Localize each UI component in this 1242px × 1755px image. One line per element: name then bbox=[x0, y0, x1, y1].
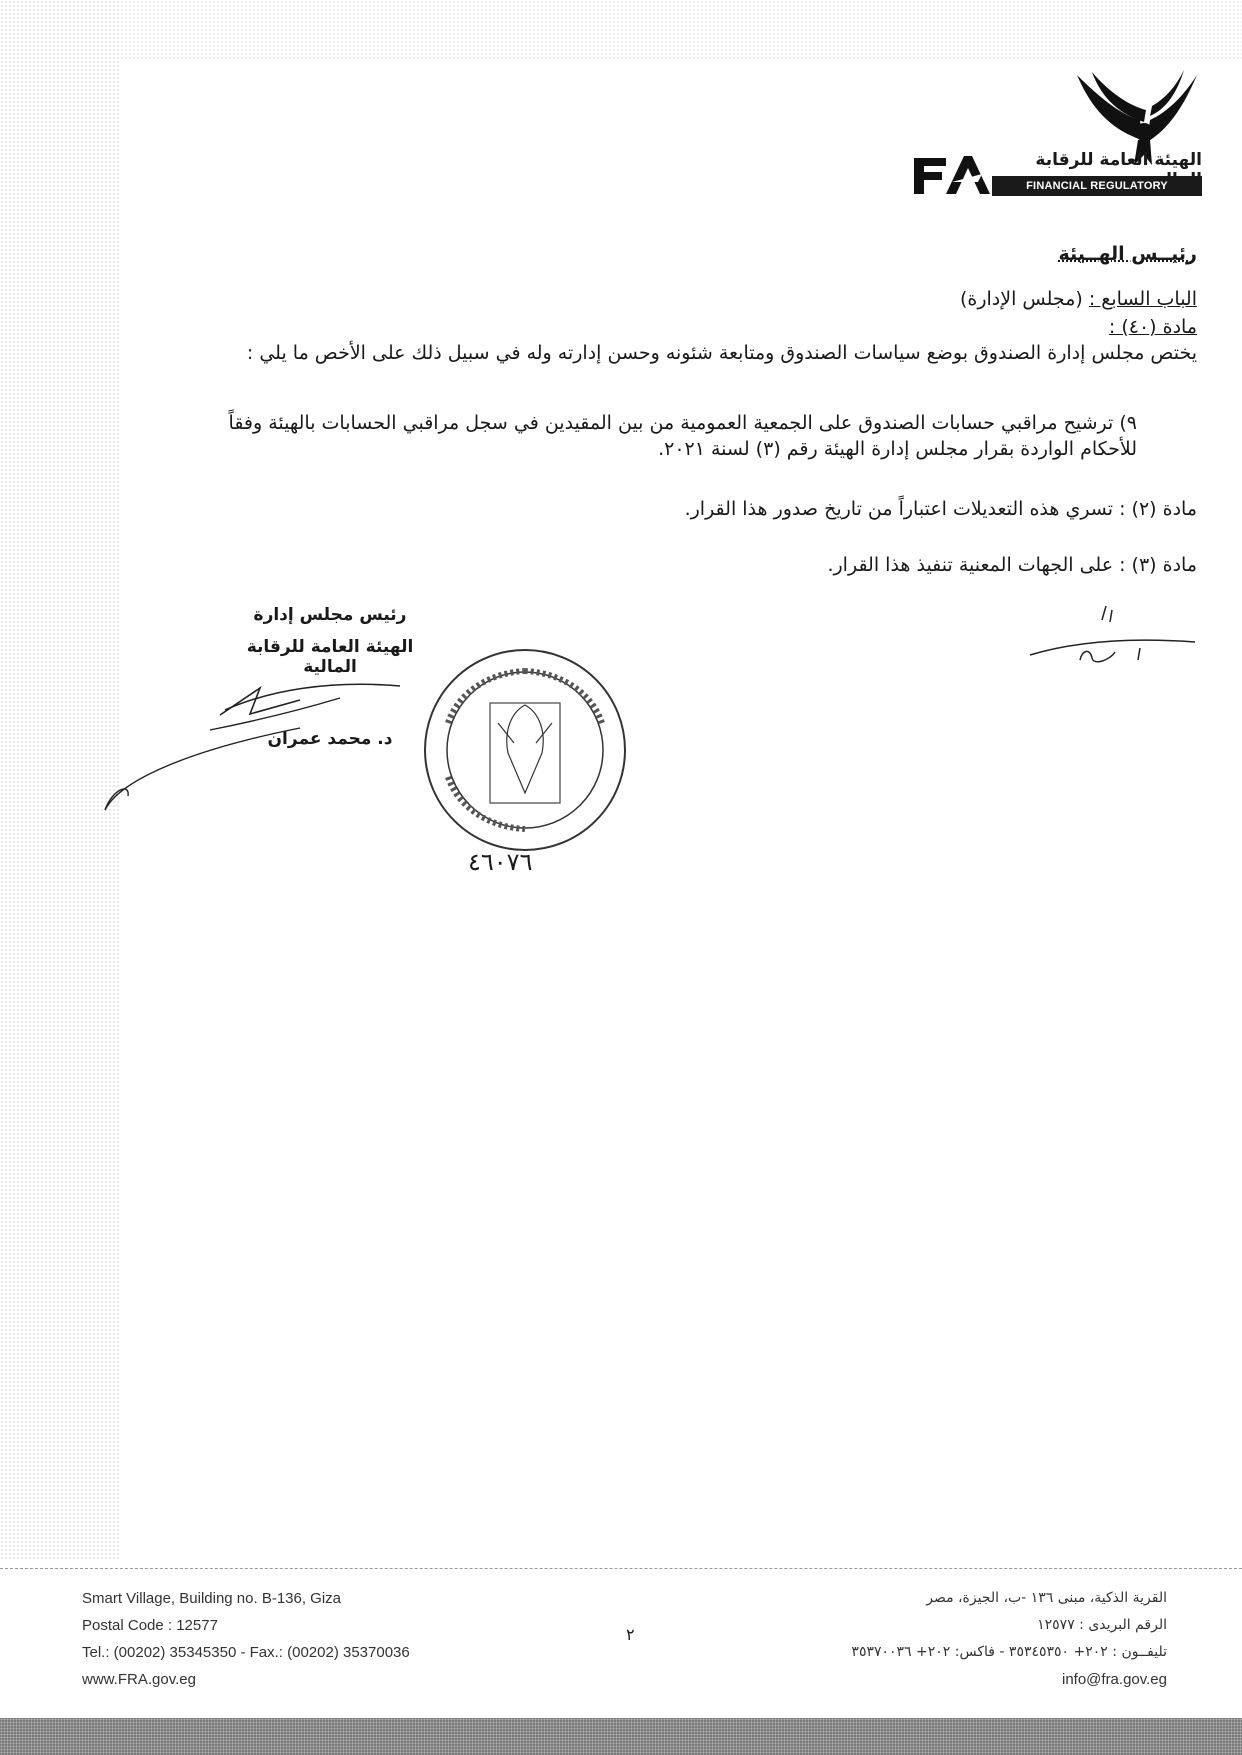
footer-tel-ar: تليفــون : ٢٠٢+ ٣٥٣٤٥٣٥٠ - فاكس: ٢٠٢+ ٣٥٣٧٠٠٣٦ bbox=[851, 1644, 1167, 1660]
article-40-title: مادة (٤٠) : bbox=[1108, 316, 1197, 338]
scan-speckle-top bbox=[120, 0, 1242, 60]
article-2-text: مادة (٢) : تسري هذه التعديلات اعتباراً من تاريخ صدور هذا القرار. bbox=[684, 498, 1197, 520]
org-name-arabic: الهيئة العامة للرقابة bbox=[1035, 150, 1202, 170]
article-3-text: مادة (٣) : على الجهات المعنية تنفيذ هذا القرار. bbox=[827, 554, 1197, 576]
org-name-english: FINANCIAL REGULATORY AUTHORITY bbox=[992, 176, 1202, 196]
chapter-title: (مجلس الإدارة) bbox=[959, 288, 1089, 310]
fra-mark-icon bbox=[912, 152, 992, 196]
item-9-text: ٩) ترشيح مراقبي حسابات الصندوق على الجمعية العمومية من بين المقيدين في سجل مراقبي الحسابات بالهيئة وفقاً للأحكام الواردة بقرار مجلس إدارة الهيئة رقم (٣) لسنة ٢٠٢١. bbox=[228, 412, 1137, 460]
stamp-number: ٤٦٠٧٦ bbox=[468, 848, 533, 876]
scan-bottom-band bbox=[0, 1718, 1242, 1755]
letterhead bbox=[882, 70, 1202, 210]
handwritten-signature-icon bbox=[100, 670, 430, 820]
footer-contact-arabic bbox=[851, 1585, 1167, 1693]
signatory-title: رئيس مجلس إدارة bbox=[253, 605, 407, 625]
chapter-label: الباب السابع : bbox=[1088, 288, 1197, 310]
footer-email[interactable]: info@fra.gov.eg bbox=[1061, 1671, 1167, 1688]
footer-contact-english bbox=[82, 1585, 410, 1693]
article-40-text: يختص مجلس إدارة الصندوق بوضع سياسات الصندوق ومتابعة شئونه وحسن إدارته وله في سبيل ذلك على الأخص ما يلي : bbox=[246, 342, 1197, 364]
footer-website[interactable]: www.FRA.gov.eg bbox=[82, 1671, 196, 1688]
page-number: ٢ bbox=[626, 1625, 635, 1644]
footer-tel-en: Tel.: (00202) 35345350 - Fax.: (00202) 35370036 bbox=[82, 1644, 410, 1661]
initials-signature-icon bbox=[1020, 600, 1200, 680]
signatory-org: الهيئة العامة للرقابة المالية bbox=[246, 637, 414, 677]
footer-postal-ar: الرقم البريدى : ١٢٥٧٧ bbox=[1037, 1617, 1167, 1633]
footer-address-en: Smart Village, Building no. B-136, Giza bbox=[82, 1590, 342, 1607]
office-title: رئيــس الهــيئة bbox=[1058, 243, 1197, 265]
footer-postal-en: Postal Code : 12577 bbox=[82, 1617, 218, 1634]
signatory-name: د. محمد عمران bbox=[267, 729, 393, 749]
footer-address-ar: القرية الذكية، مبنى ١٣٦ -ب، الجيزة، مصر bbox=[926, 1590, 1167, 1606]
official-seal-icon bbox=[418, 643, 633, 858]
chapter-heading bbox=[187, 286, 1197, 312]
footer-divider bbox=[0, 1568, 1242, 1569]
article-40-heading bbox=[187, 314, 1197, 340]
